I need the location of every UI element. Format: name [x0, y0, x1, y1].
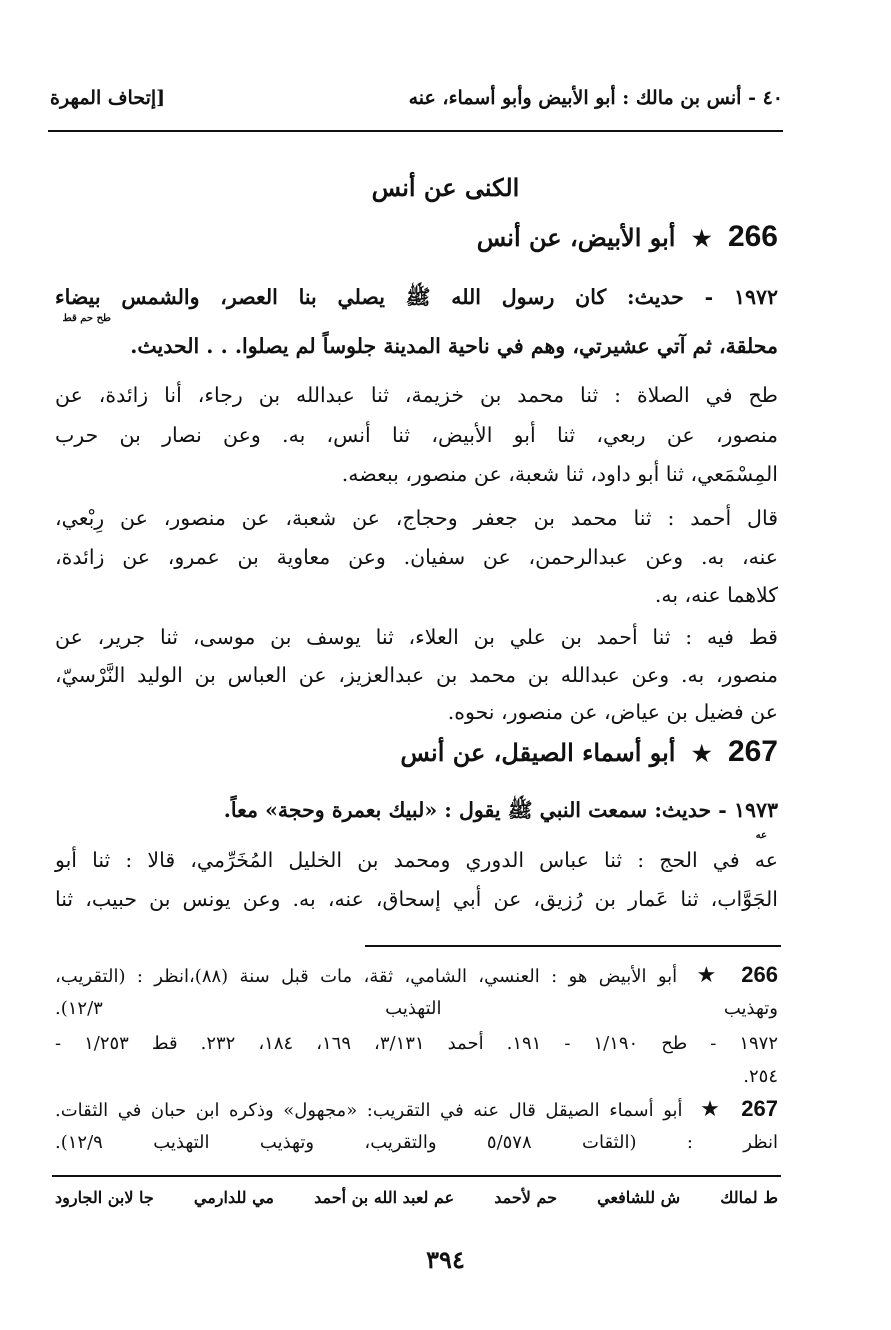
star-icon: ★	[700, 1097, 724, 1122]
footnote-line: ١٩٧٢ - طح ١/١٩٠ - ١٩١. أحمد ٣/١٣١، ١٦٩، ١٨٤، ٢٣٢. قط ١/٢٥٣ -	[55, 1033, 778, 1054]
running-header	[50, 78, 783, 118]
footnote-rule	[365, 945, 781, 947]
abbreviation-item: ط لمالك	[720, 1188, 778, 1207]
footnote-line: وتهذيب التهذيب ١٢/٣).	[55, 998, 778, 1019]
star-icon: ★	[691, 741, 712, 767]
paragraph-line: منصور، به. وعن عبدالله بن محمد بن عبدالعزيز، عن العباس بن الوليد النَّرْسيّ،	[55, 663, 778, 687]
paragraph-line: عنه، به. وعن عبدالرحمن، عن سفيان. وعن معاوية بن عمرو، عن زائدة،	[55, 545, 778, 569]
entry-number: 266	[727, 220, 778, 253]
page-number: ٣٩٤	[426, 1245, 465, 1274]
header-rule	[48, 130, 783, 132]
footnote-line	[55, 1096, 778, 1122]
paragraph-line: المِسْمَعي، ثنا أبو داود، ثنا شعبة، عن منصور، ببعضه.	[341, 462, 778, 486]
abbreviation-item: حم لأحمد	[494, 1188, 558, 1207]
abbreviation-item: عم لعبد الله بن أحمد	[314, 1188, 455, 1207]
entry-heading-267	[400, 735, 778, 769]
abbreviation-item: جا لابن الجارود	[55, 1188, 154, 1207]
abbreviation-item: مي للدارمي	[193, 1188, 274, 1207]
paragraph-line: قال أحمد : ثنا محمد بن جعفر وحجاج، عن شعبة، عن منصور، عن رِبْعي،	[55, 506, 778, 530]
entry-number: 267	[727, 735, 778, 768]
footnote-text: أبو أسماء الصيقل قال عنه في التقريب: «مجهول» وذكره ابن حبان في الثقات.	[55, 1100, 683, 1121]
paragraph-line: الجَوَّاب، ثنا عَمار بن رُزيق، عن أبي إسحاق، عنه، به. وعن يونس بن حبيب، ثنا	[55, 887, 778, 911]
abbreviation-key	[55, 1188, 778, 1207]
footnote-number: 266	[741, 962, 778, 987]
entry-title: أبو أسماء الصيقل، عن أنس	[400, 738, 676, 767]
hadith-sigla: طح حم قط	[62, 313, 111, 324]
star-icon: ★	[696, 963, 722, 988]
footnote-number: 267	[741, 1096, 778, 1121]
hadith-line: ١٩٧٢ - حديث: كان رسول الله ﷺ يصلي بنا العصر، والشمس بيضاء	[55, 285, 778, 309]
footnote-line: انظر : (الثقات ٥/٥٧٨ والتقريب، وتهذيب التهذيب ١٢/٩).	[55, 1132, 778, 1153]
abbreviation-rule	[52, 1175, 781, 1177]
footnote-text: أبو الأبيض هو : العنسي، الشامي، ثقة، مات قبل سنة (٨٨)،انظر : (التقريب،	[55, 966, 678, 987]
hadith-line: محلقة، ثم آتي عشيرتي، وهم في ناحية المدينة جلوساً لم يصلوا. . . الحديث.	[130, 334, 778, 358]
header-chapter-title: ٤٠ - أنس بن مالك : أبو الأبيض وأبو أسماء، عنه	[408, 87, 783, 109]
paragraph-line: منصور، عن ربعي، ثنا أبو الأبيض، ثنا أنس، به. وعن نصار بن حرب	[55, 423, 778, 447]
hadith-line: ١٩٧٣ - حديث: سمعت النبي ﷺ يقول : «لبيك بعمرة وحجة» معاً.	[223, 798, 778, 822]
paragraph-line: طح في الصلاة : ثنا محمد بن خزيمة، ثنا عبدالله بن رجاء، أنا زائدة، عن	[55, 383, 778, 407]
paragraph-line: كلاهما عنه، به.	[654, 583, 778, 607]
entry-title: أبو الأبيض، عن أنس	[476, 223, 676, 252]
paragraph-line: عه في الحج : ثنا عباس الدوري ومحمد بن الخليل المُخَرِّمي، قالا : ثنا أبو	[55, 848, 778, 872]
footnote-line	[55, 962, 778, 988]
paragraph-line: قط فيه : ثنا أحمد بن علي بن العلاء، ثنا يوسف بن موسى، ثنا جرير، عن	[55, 625, 778, 649]
footnote-line: ٢٥٤.	[743, 1066, 778, 1087]
hadith-sigla: عه	[755, 830, 767, 841]
entry-heading-266	[477, 220, 778, 254]
header-book-title: [إتحاف المهرة	[50, 87, 166, 109]
paragraph-line: عن فضيل بن عياض، عن منصور، نحوه.	[447, 700, 778, 724]
abbreviation-item: ش للشافعي	[597, 1188, 681, 1207]
star-icon: ★	[691, 226, 712, 252]
section-title: الكنى عن أنس	[371, 173, 520, 202]
